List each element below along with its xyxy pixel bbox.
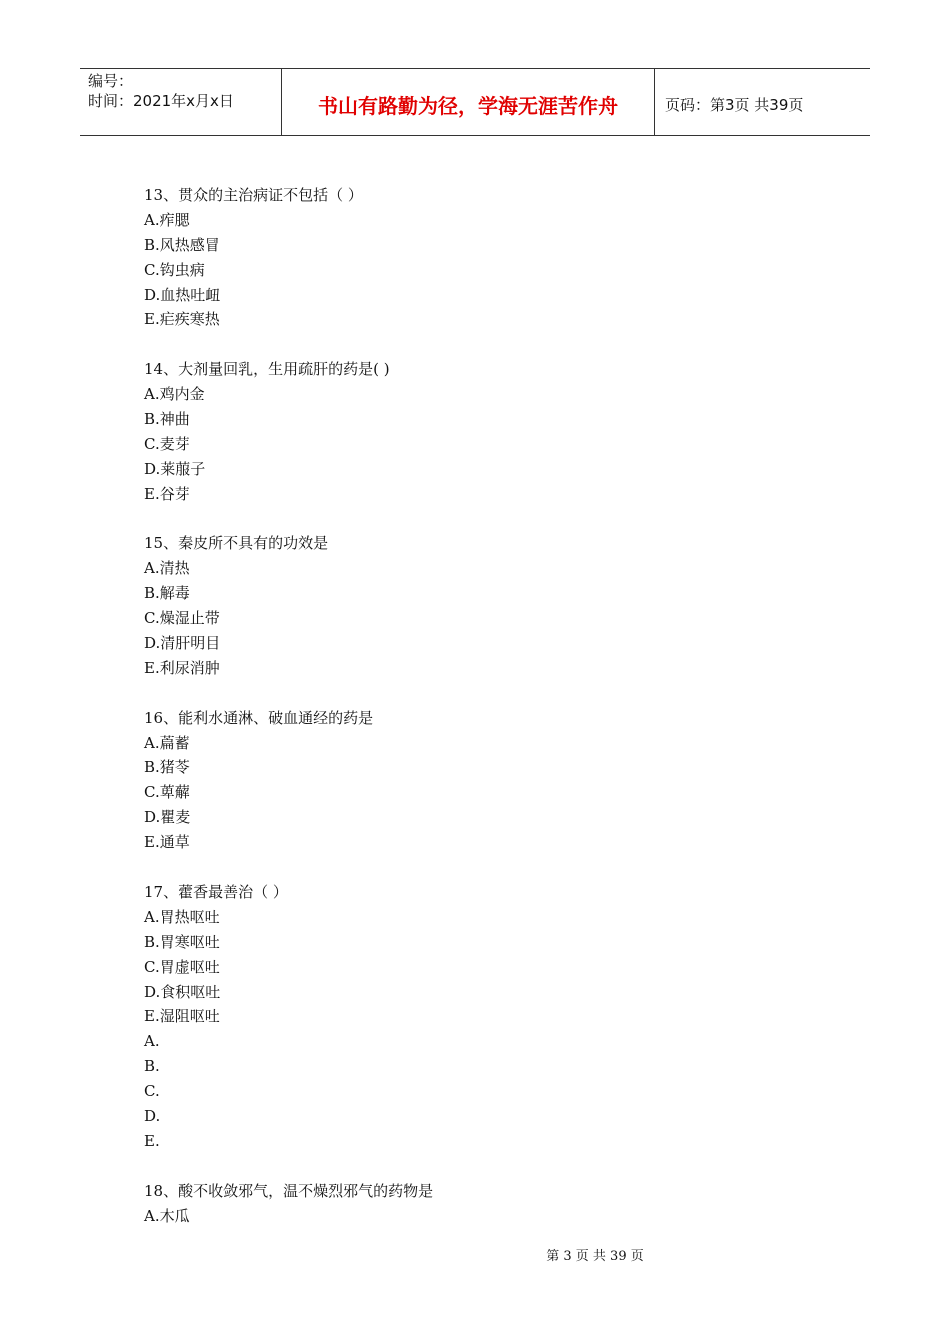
question-option: C.燥湿止带	[144, 609, 220, 628]
question-option: D.	[144, 1106, 161, 1125]
question-option: B.胃寒呕吐	[144, 932, 220, 951]
header-motto: 书山有路勤为径，学海无涯苦作舟	[282, 69, 655, 135]
number-label: 编号：	[88, 72, 134, 90]
question-option: E.疟疾寒热	[144, 310, 220, 329]
question-option: E.通草	[144, 833, 190, 852]
question-option: D.食积呕吐	[144, 982, 221, 1001]
question-option: C.	[144, 1082, 160, 1101]
question-option: E.	[144, 1131, 160, 1150]
question-option: C.麦芽	[144, 434, 190, 453]
question-stem: 17、藿香最善治（ ）	[144, 882, 288, 901]
question-block	[144, 357, 824, 506]
question-block	[144, 880, 824, 1154]
question-option: A.萹蓄	[144, 733, 190, 752]
question-option: C.萆薢	[144, 783, 190, 802]
question-option: A.清热	[144, 559, 190, 578]
time-label: 时间：2021年x月x日	[88, 92, 234, 110]
question-stem: 15、秦皮所不具有的功效是	[144, 534, 329, 553]
question-option: C.钩虫病	[144, 260, 205, 279]
question-option: D.莱菔子	[144, 459, 206, 478]
question-option: A.痄腮	[144, 210, 190, 229]
question-option: E.湿阻呕吐	[144, 1007, 220, 1026]
question-option: D.血热吐衄	[144, 285, 221, 304]
question-block	[144, 531, 824, 680]
question-option: D.清肝明目	[144, 634, 221, 653]
question-stem: 13、贯众的主治病证不包括（ ）	[144, 186, 363, 204]
question-option: B.风热感冒	[144, 235, 220, 254]
question-option: B.神曲	[144, 410, 190, 429]
question-block	[144, 706, 824, 855]
question-option: E.利尿消肿	[144, 658, 220, 677]
question-stem: 18、酸不收敛邪气，温不燥烈邪气的药物是	[144, 1181, 434, 1200]
question-option: B.猪苓	[144, 758, 190, 777]
question-option: C.胃虚呕吐	[144, 957, 220, 976]
question-list	[144, 183, 824, 1253]
question-option: B.解毒	[144, 584, 190, 603]
page-header	[80, 68, 870, 136]
question-option: E.谷芽	[144, 484, 190, 503]
question-block	[144, 183, 824, 332]
question-block	[144, 1179, 824, 1229]
question-option: D.瞿麦	[144, 808, 191, 827]
question-option: A.	[144, 1032, 160, 1051]
question-stem: 14、大剂量回乳，生用疏肝的药是( )	[144, 360, 390, 379]
question-stem: 16、能利水通淋、破血通经的药是	[144, 708, 374, 727]
page-footer: 第 3 页 共 39 页	[546, 1249, 644, 1264]
question-option: A.木瓜	[144, 1206, 190, 1225]
question-option: A.鸡内金	[144, 385, 205, 404]
header-page-info: 页码：第3页 共39页	[665, 95, 804, 114]
header-meta	[80, 69, 282, 135]
question-option: B.	[144, 1057, 160, 1076]
question-option: A.胃热呕吐	[144, 907, 220, 926]
